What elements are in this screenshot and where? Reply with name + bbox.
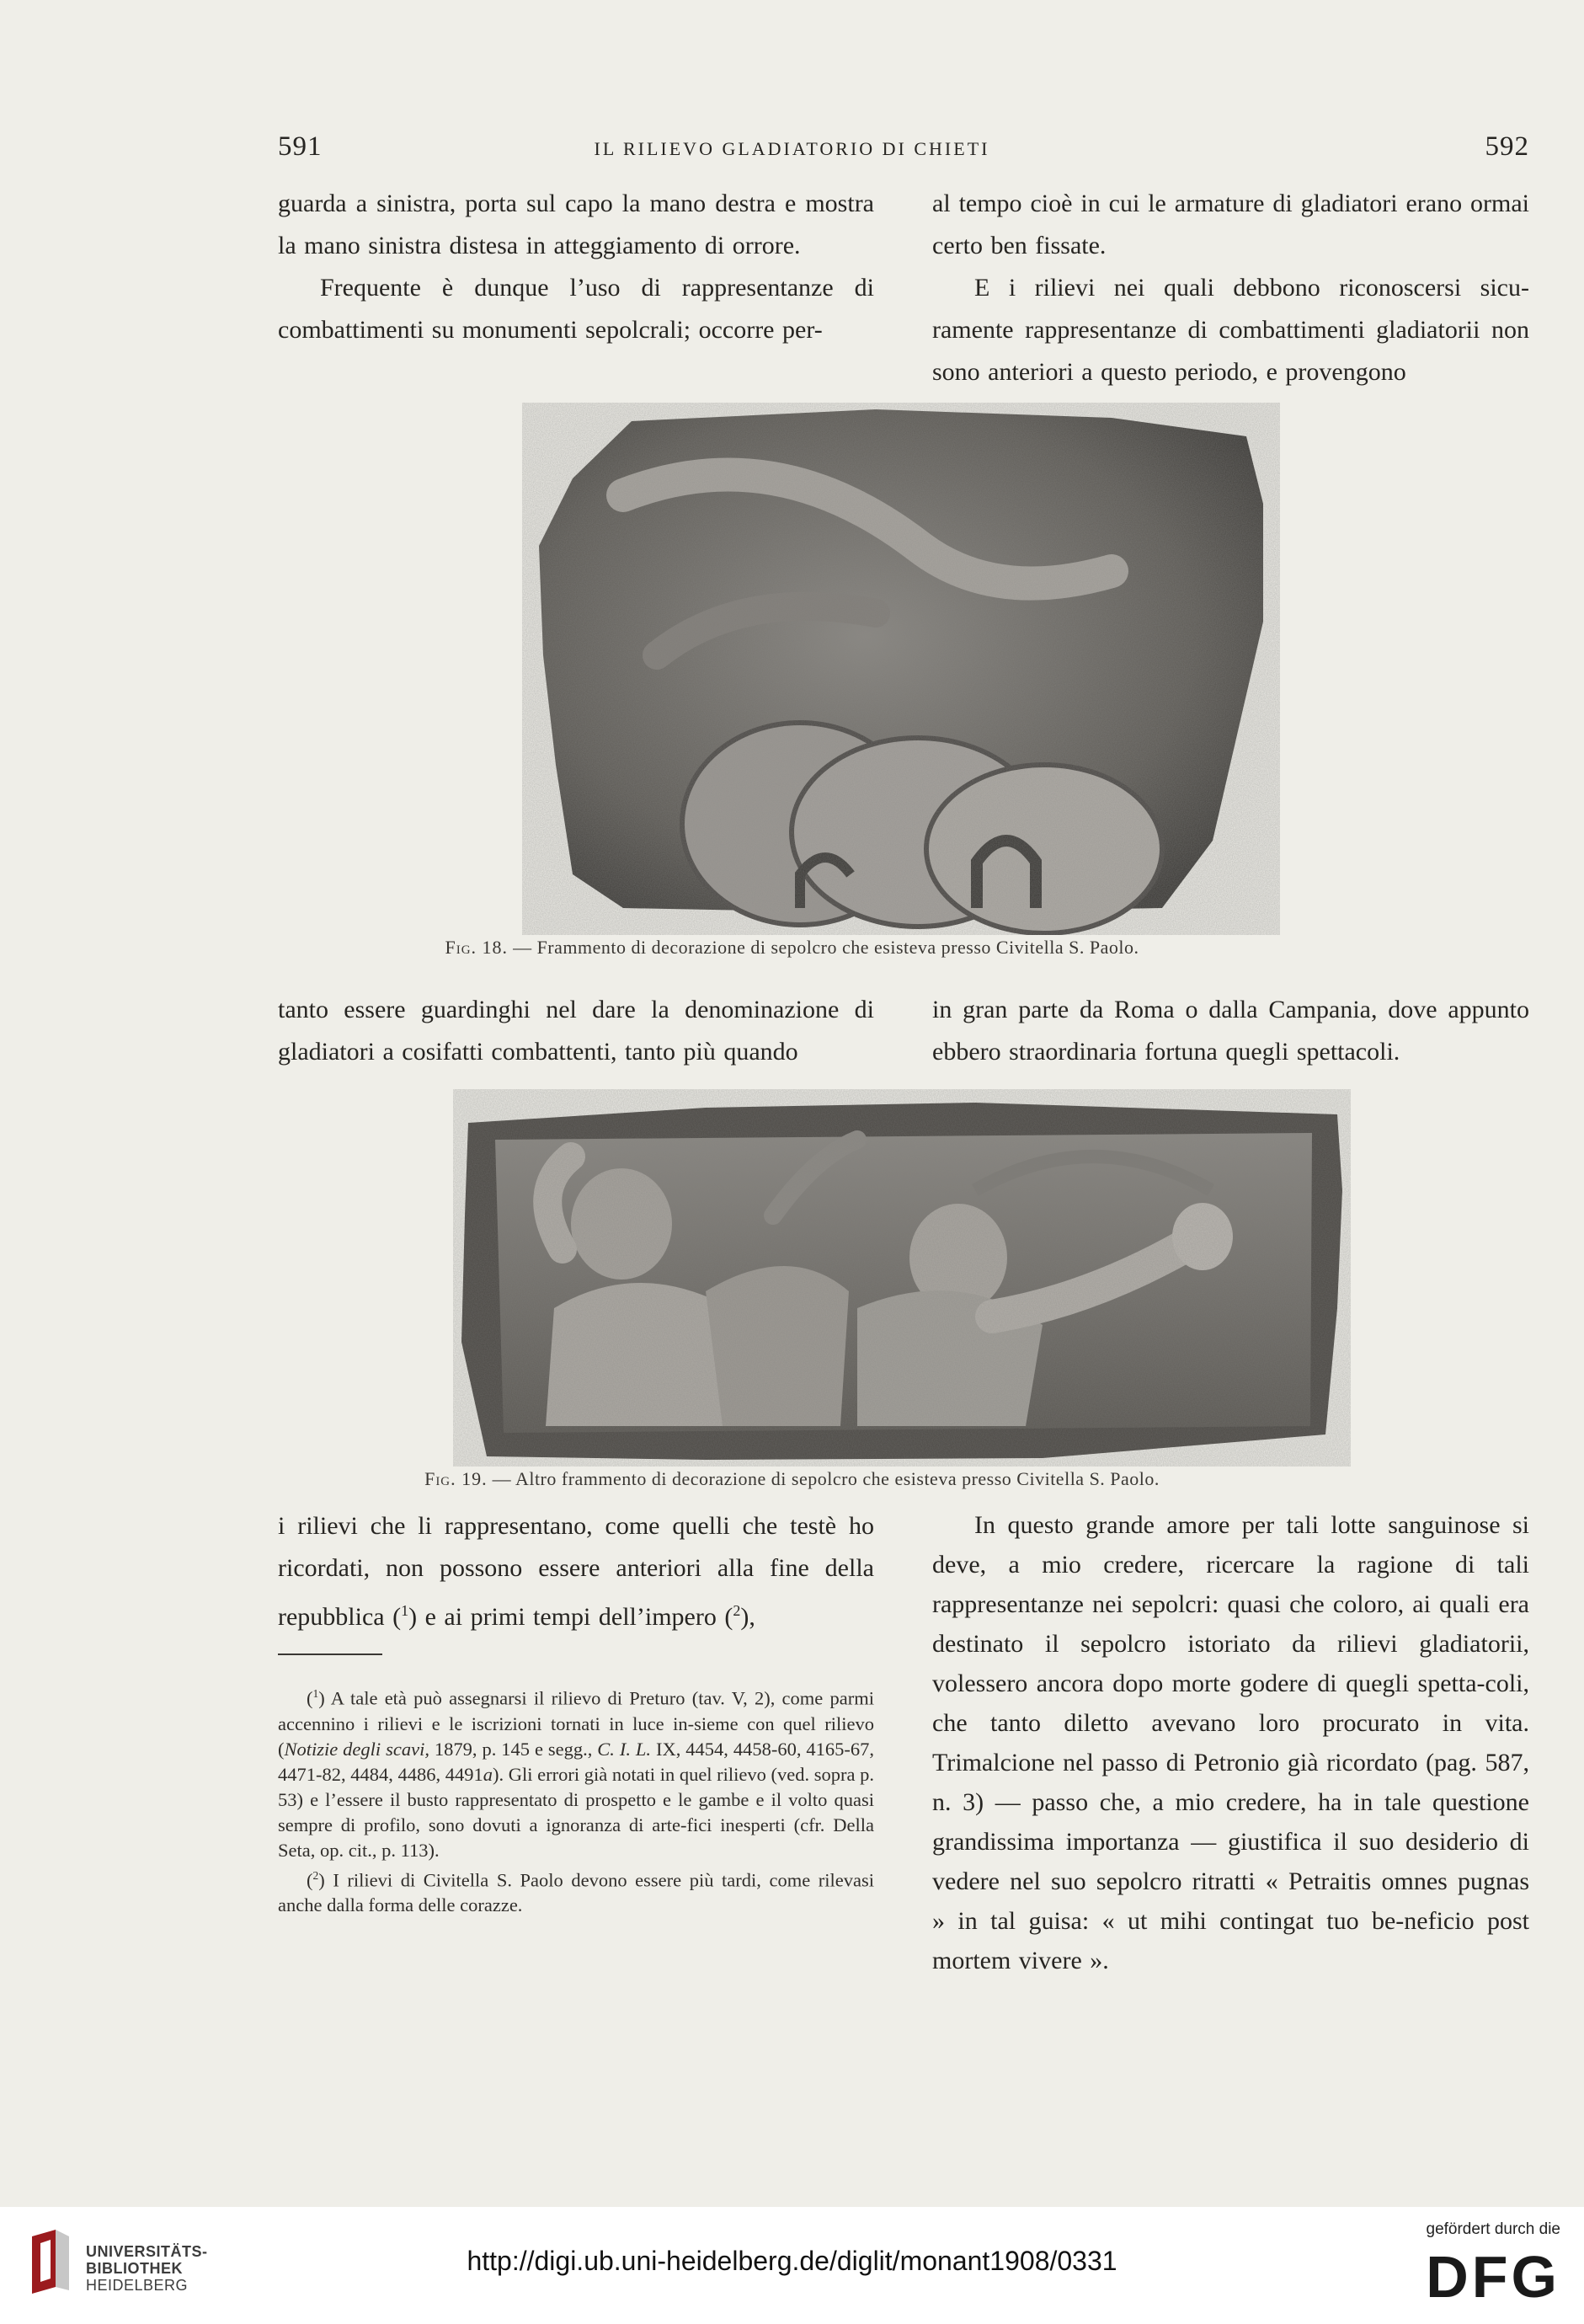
figure-18-relief-photo <box>522 403 1280 935</box>
middle-left-column <box>278 989 874 1073</box>
bottom-right-column <box>932 1505 1529 1980</box>
paragraph: i rilievi che li rappresentano, come quelli che testè ho ricordati, non possono essere anteriori alla fine della repubblica ($^1$) e ai primi tempi dell’impero ($^2$), <box>278 1512 874 1631</box>
library-name: UNIVERSITÄTS- BIBLIOTHEK HEIDELBERG <box>86 2243 208 2294</box>
caption-text: — Altro frammento di decorazione di sepolcro che esisteva presso Civitella S. Paolo. <box>492 1468 1160 1489</box>
paragraph: in gran parte da Roma o dalla Campania, dove appunto ebbero straordinaria fortuna quegli spettacoli. <box>932 996 1529 1066</box>
paragraph: al tempo cioè in cui le armature di gladiatori erano ormai certo ben fissate. <box>932 190 1529 259</box>
middle-right-column <box>932 989 1529 1073</box>
figure-label: Fig. 18. <box>445 937 509 958</box>
figure-18-caption <box>0 937 1584 959</box>
figure-19-relief-photo <box>453 1089 1351 1467</box>
footnote-2: ($^2$) I rilievi di Civitella S. Paolo devono essere più tardi, come rilevasi anche dalla forma delle corazze. <box>278 1868 874 1915</box>
paragraph: Frequente è dunque l’uso di rappresentanze di combattimenti su monumenti sepolcrali; occorre per- <box>278 274 874 344</box>
bottom-left-column <box>278 1505 874 1638</box>
page-number-right: 592 <box>1485 131 1529 162</box>
caption-text: — Frammento di decorazione di sepolcro che esisteva presso Civitella S. Paolo. <box>513 937 1139 958</box>
footnote-1: ($^1$) A tale età può assegnarsi il rilievo di Preturo (tav. V, 2), come parmi accennino i rilievi e le iscrizioni tornati in luce in-sieme con quel rilievo (Notizie degli scavi, 1879, p. 145 e segg., C. I. L. IX, 4454, 4458-60, 4165-67, 4471-82, 4484, 4486, 4491a). Gli errori già notati in quel rilievo (ved. sopra p. 53) e l’essere il busto rappresentato di prospetto e le gambe e il volto quasi sempre di profilo, sono dovuti a ignoranza di arte-fici inesperti (cfr. Della Seta, op. cit., p. 113). <box>278 1687 875 1861</box>
sponsor-label: gefördert durch die <box>1426 2220 1560 2238</box>
page-number-left: 591 <box>278 131 323 162</box>
running-title: IL RILIEVO GLADIATORIO DI CHIETI <box>594 138 990 159</box>
source-url-link[interactable]: http://digi.ub.uni-heidelberg.de/diglit/monant1908/0331 <box>467 2246 1117 2276</box>
footnote-rule <box>278 1654 382 1655</box>
figure-19-caption <box>0 1468 1584 1490</box>
paragraph: guarda a sinistra, porta sul capo la mano destra e mostra la mano sinistra distesa in atteggiamento di orrore. <box>278 190 874 259</box>
figure-label: Fig. 19. <box>424 1468 488 1489</box>
paragraph: In questo grande amore per tali lotte sanguinose si deve, a mio credere, ricercare la ragione di tali rappresentanze nei sepolcri: quasi che coloro, ai quali era destinato il sepolcro istoriato da rilievi gladiatorii, volessero ancora dopo morte godere di quegli spetta-coli, che tanto diletto avevano loro procurato in vita. Trimalcione nel passo di Petronio già ricordato (pag. 587, n. 3) — passo che, a mio credere, ha in tale questione grandissima importanza — giustifica il suo desiderio di vedere nel suo sepolcro ritratti « Petraitis omnes pugnas » in tal guisa: « ut mihi contingat tuo be-neficio post mortem vivere ». <box>932 1511 1529 1974</box>
paragraph: tanto essere guardinghi nel dare la denominazione di gladiatori a cosifatti combattenti, tanto più quando <box>278 996 874 1066</box>
paragraph: E i rilievi nei quali debbono riconoscersi sicu-ramente rappresentanze di combattimenti gladiatorii non sono anteriori a questo periodo, e provengono <box>932 274 1529 386</box>
footnotes <box>278 1681 874 1918</box>
top-right-column <box>932 183 1529 393</box>
dfg-logo: DFG <box>1426 2244 1560 2310</box>
top-left-column <box>278 183 874 351</box>
